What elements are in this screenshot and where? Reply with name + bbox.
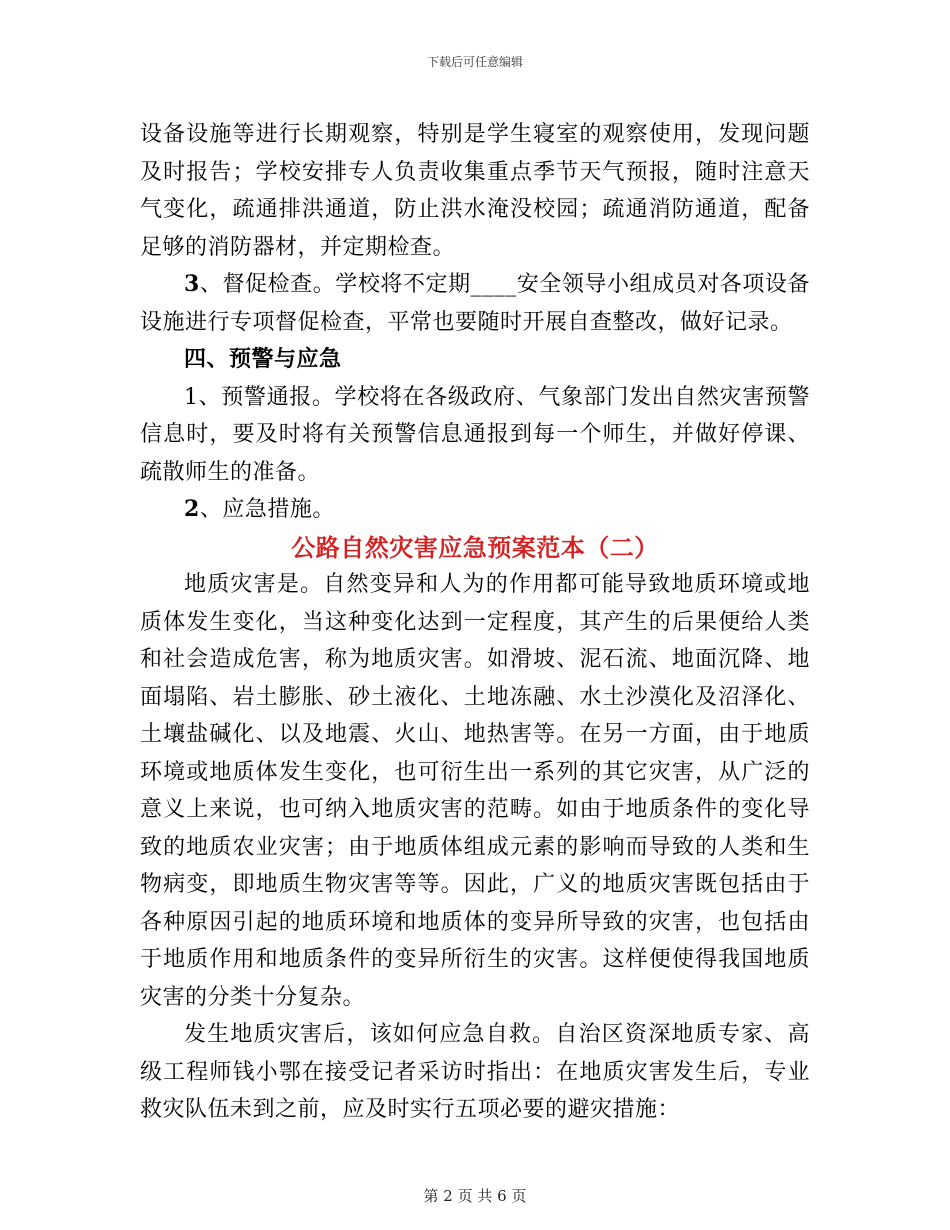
paragraph-self-rescue: 发生地质灾害后，该如何应急自救。自治区资深地质专家、高级工程师钱小鄂在接受记者采访时指出：在地质灾害发生后，专业救灾队伍未到之前，应及时实行五项必要的避灾措施：	[140, 1022, 810, 1122]
paragraph-equipment-observation: 设备设施等进行长期观察，特别是学生寝室的观察使用，发现问题及时报告；学校安排专人负责收集重点季节天气预报，随时注意天气变化，疏通排洪通道，防止洪水淹没校园；疏通消防通道，配备足够的消防器材，并定期检查。	[140, 122, 810, 260]
paragraph-geological-disaster-definition: 地质灾害是。自然变异和人为的作用都可能导致地质环境或地质体发生变化，当这种变化达到一定程度，其产生的后果便给人类和社会造成危害，称为地质灾害。如滑坡、泥石流、地面沉降、地面塌陷、岩土膨胀、砂土液化、土地冻融、水土沙漠化及沼泽化、土壤盐碱化、以及地震、火山、地热害等。在另一方面，由于地质环境或地质体发生变化，也可衍生出一系列的其它灾害，从广泛的意义上来说，也可纳入地质灾害的范畴。如由于地质条件的变化导致的地质农业灾害；由于地质体组成元素的影响而导致的人类和生物病变，即地质生物灾害等等。因此，广义的地质灾害既包括由于各种原因引起的地质环境和地质体的变异所导致的灾害，也包括由于地质作用和地质条件的变异所衍生的灾害。这样便使得我国地质灾害的分类十分复杂。	[140, 572, 810, 1010]
paragraph-warning-notice: 1、预警通报。学校将在各级政府、气象部门发出自然灾害预警信息时，要及时将有关预警信息通报到每一个师生，并做好停课、疏散师生的准备。	[140, 384, 810, 485]
item-number: 3	[184, 271, 200, 297]
document-body	[140, 116, 810, 1129]
paragraph-emergency-measures	[140, 491, 810, 529]
item-number: 2	[184, 496, 200, 522]
page-header-note: 下载后可任意编辑	[426, 55, 523, 69]
section-heading-warning: 四、预警与应急	[184, 346, 342, 372]
item-text: 、应急措施。	[199, 497, 335, 522]
item-text: 、督促检查。学校将不定期____安全领导小组成员对各项设备设施进行专项督促检查，平常也要随时开展自查整改，做好记录。	[140, 272, 810, 335]
page-footer-number: 第 2 页 共 6 页	[423, 1187, 527, 1205]
paragraph-supervision-check	[140, 266, 810, 341]
document-title: 公路自然灾害应急预案范本（二）	[291, 532, 659, 562]
